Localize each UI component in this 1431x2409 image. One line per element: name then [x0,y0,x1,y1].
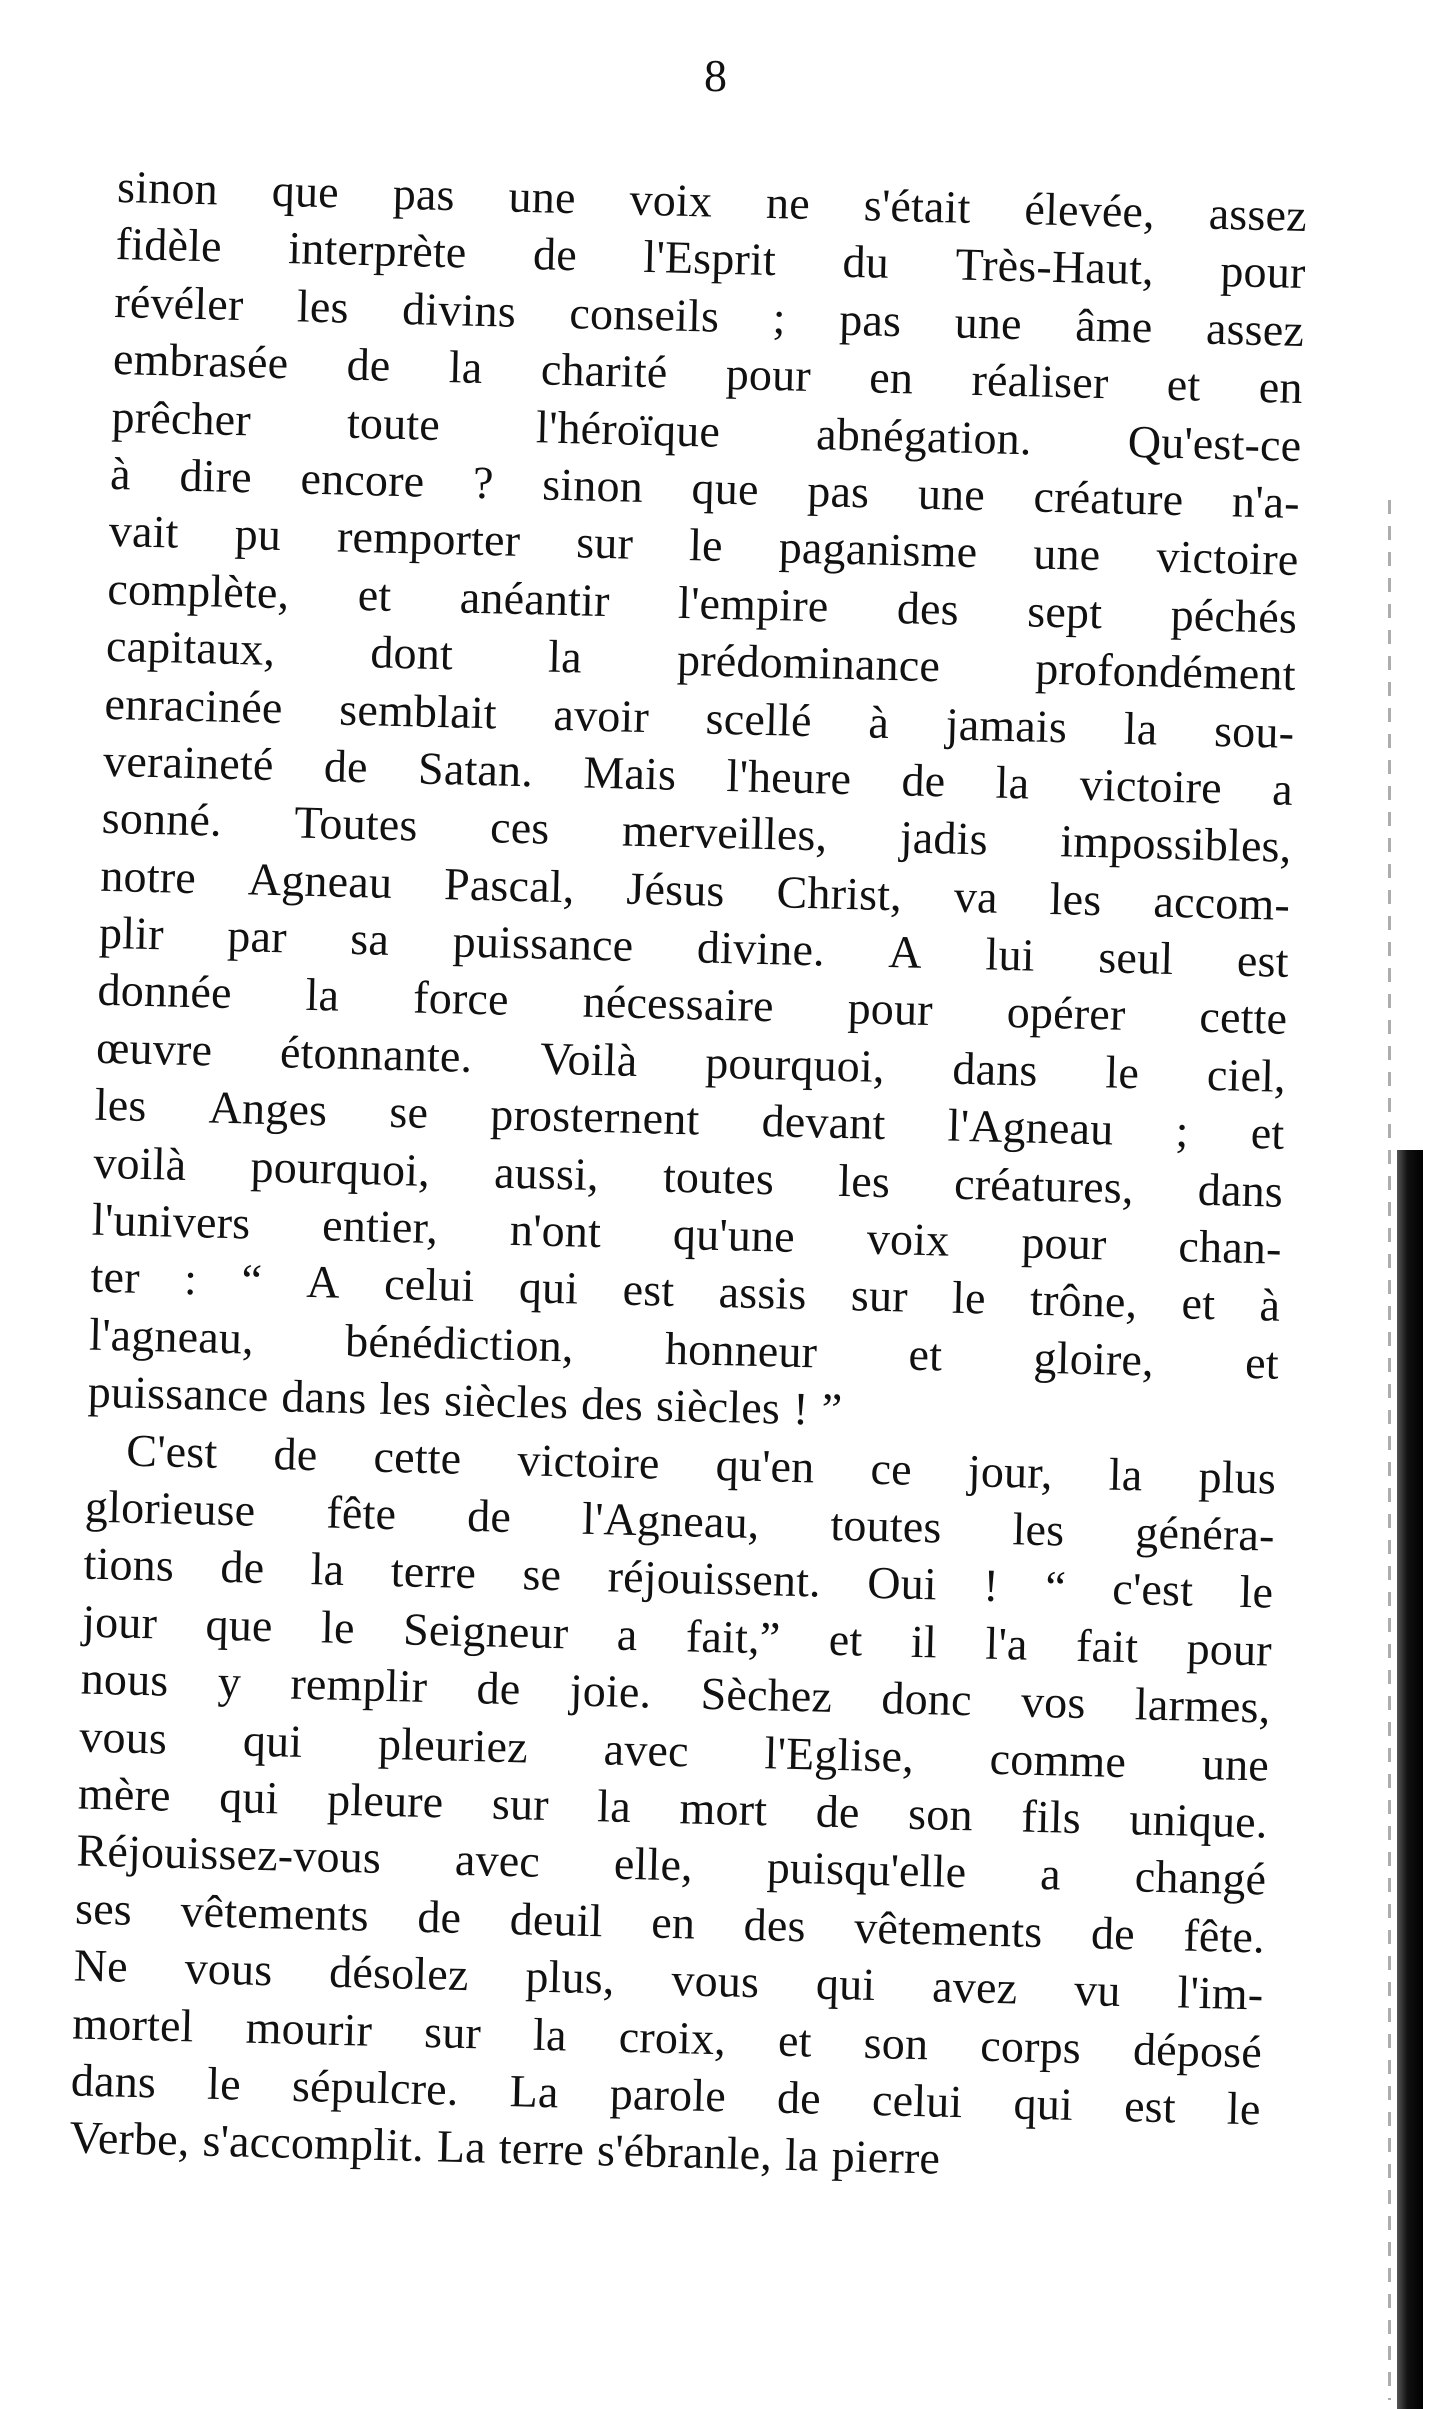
text-line: sonné. Toutes ces merveilles, jadis impossibles, [101,792,1293,873]
text-line: donnée la force nécessaire pour opérer cette [97,964,1288,1045]
text-line: l'univers entier, n'ont qu'une voix pour chan- [91,1193,1283,1274]
text-line: jour que le Seigneur a fait,” et il l'a fait pour [81,1595,1273,1676]
scan-edge-shadow [1388,500,1391,2400]
text-line: C'est de cette victoire qu'en ce jour, la plus [125,1424,1277,1504]
page-number: 8 [704,50,727,101]
text-line: glorieuse fête de l'Agneau, toutes les généra- [84,1480,1276,1561]
text-line: notre Agneau Pascal, Jésus Christ, va les accom- [99,849,1291,930]
text-line: l'agneau, bénédiction, honneur et gloire, et [88,1308,1280,1389]
text-line: ter : “ A celui qui est assis sur le trône, et à [90,1251,1281,1332]
text-line: plir par sa puissance divine. A lui seul est [98,906,1290,987]
text-line: fidèle interprète de l'Esprit du Très-Haut, pour [115,218,1307,299]
text-line: Réjouissez-vous avec elle, puisqu'elle a changé [76,1824,1267,1905]
text-line: mortel mourir sur la croix, et son corps déposé [71,1996,1263,2078]
text-line: veraineté de Satan. Mais l'heure de la victoire a [102,734,1294,815]
text-line: sinon que pas une voix ne s'était élevée, assez [116,160,1308,242]
text-line: enracinée semblait avoir scellé à jamais la sou- [104,677,1295,758]
text-line: voilà pourquoi, aussi, toutes les créatures, dans [92,1136,1284,1217]
text-line: Verbe, s'accomplit. La terre s'ébranle, la pierre [69,2111,941,2184]
text-line: puissance dans les siècles des siècles ! ” [87,1365,843,1436]
text-line: prêcher toute l'héroïque abnégation. Qu'est-ce [111,390,1302,471]
text-line: mère qui pleure sur la mort de son fils unique. [77,1767,1269,1848]
text-line: vous qui pleuriez avec l'Eglise, comme une [78,1710,1270,1791]
text-line: capitaux, dont la prédominance profondément [105,619,1297,701]
text-line: Ne vous désolez plus, vous qui avez vu l'im- [73,1939,1265,2020]
text-line: à dire encore ? sinon que pas une créature n'a- [109,447,1301,528]
text-line: complète, et anéantir l'empire des sept péchés [106,562,1298,643]
text-line: vait pu remporter sur le paganisme une victoire [108,505,1300,586]
text-line: embrasée de la charité pour en réaliser et en [112,333,1304,414]
scan-edge-dark-border [1397,1150,1423,2409]
text-line: œuvre étonnante. Voilà pourquoi, dans le ciel, [95,1021,1287,1102]
text-line: les Anges se prosternent devant l'Agneau ; et [94,1078,1286,1160]
body-text [69,158,1308,2195]
text-line: dans le sépulcre. La parole de celui qui est le [70,2054,1262,2135]
text-line: nous y remplir de joie. Sèchez donc vos larmes, [80,1652,1272,1733]
text-line: ses vêtements de deuil en des vêtements de fête. [74,1882,1266,1963]
text-line: tions de la terre se réjouissent. Oui ! “ c'est le [83,1537,1274,1619]
text-line: révéler les divins conseils ; pas une âme assez [113,275,1305,356]
